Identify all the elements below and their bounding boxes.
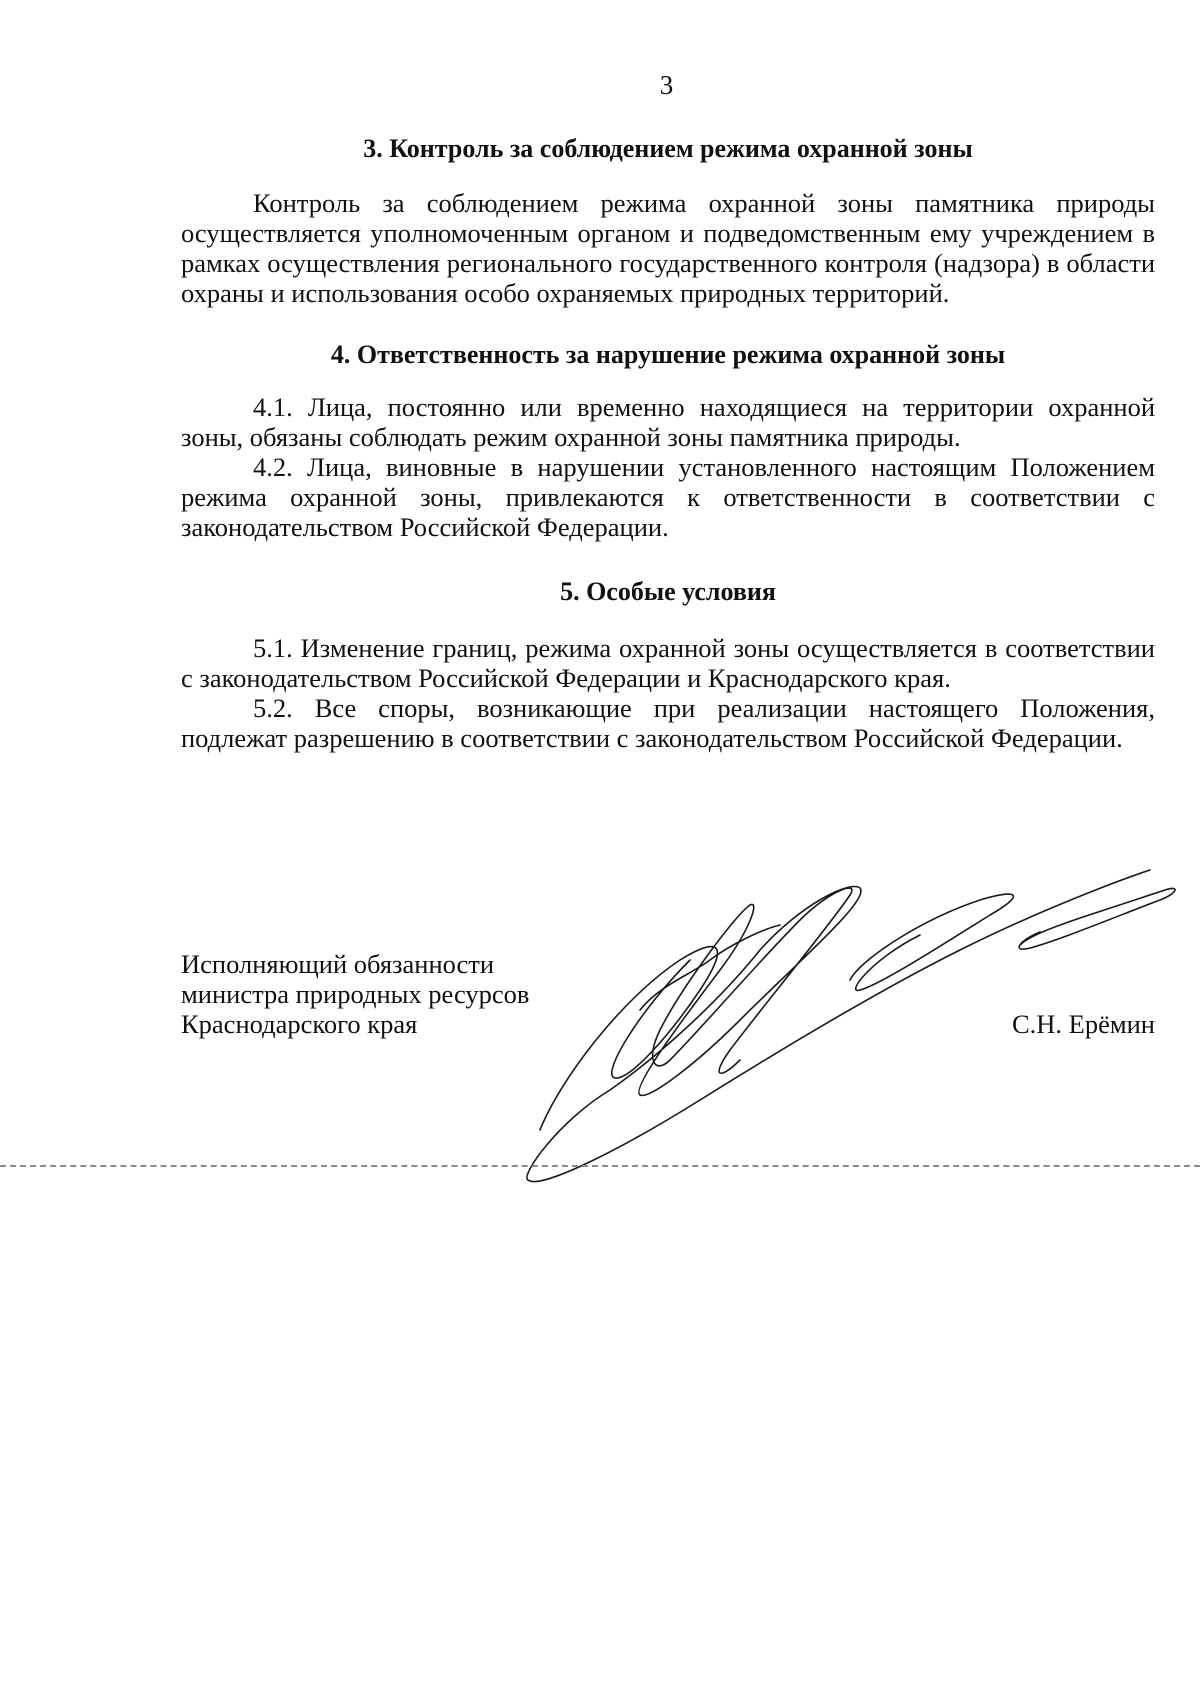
section-5-heading: 5. Особые условия (560, 577, 776, 606)
section-3-paragraph: Контроль за соблюдением режима охранной зоны памятника природы осуществляется уполномоченным органом и подведомственным ему учреждением в рамках осуществления регионального государственного контроля (надзора) в области охраны и использования особо охраняемых природных территорий. (181, 188, 1155, 308)
clause-4-2: 4.2. Лица, виновные в нарушении установленного настоящим Положением режима охранной зоны, привлекаются к ответственности в соответствии с законодательством Российской Федерации. (181, 452, 1155, 542)
section-4-heading: 4. Ответственность за нарушение режима охранной зоны (330, 340, 1006, 369)
document-body (181, 124, 1155, 753)
signatory-position-line: Краснодарского края (181, 1009, 418, 1039)
page-number: 3 (659, 70, 674, 100)
clause-5-1: 5.1. Изменение границ, режима охранной зоны осуществляется в соответствии с законодательством Российской Федерации и Краснодарского края. (181, 633, 1155, 693)
section-3-heading: 3. Контроль за соблюдением режима охранной зоны (363, 134, 973, 163)
signatory-position (181, 949, 529, 1039)
clause-5-2: 5.2. Все споры, возникающие при реализации настоящего Положения, подлежат разрешению в соответствии с законодательством Российской Федерации. (181, 693, 1155, 753)
signatory-name: С.Н. Ерёмин (1011, 1009, 1155, 1039)
signatory-position-line: Исполняющий обязанности (181, 949, 495, 979)
clause-4-1: 4.1. Лица, постоянно или временно находящиеся на территории охранной зоны, обязаны соблюдать режим охранной зоны памятника природы. (181, 392, 1155, 452)
page-divider (0, 1165, 1200, 1167)
signatory-position-line: министра природных ресурсов (181, 979, 530, 1009)
